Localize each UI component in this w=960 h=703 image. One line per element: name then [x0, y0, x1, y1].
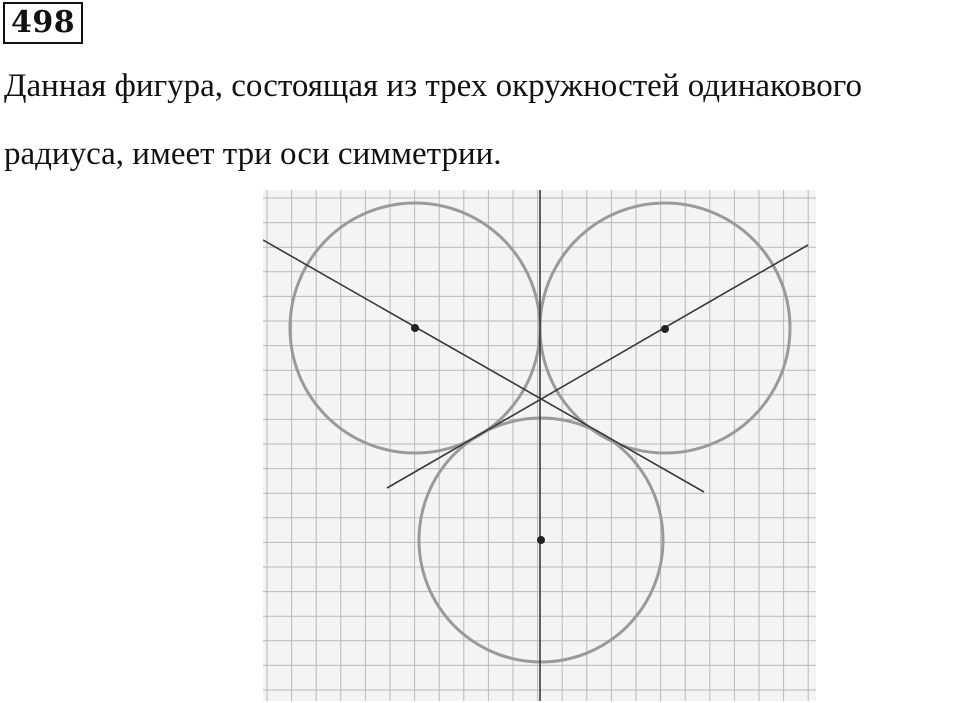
center-point-bottom — [537, 536, 545, 544]
figure-drawing — [263, 190, 816, 701]
task-number-box — [3, 2, 83, 44]
task-number: 498 — [11, 5, 76, 40]
center-point-top-right — [661, 325, 669, 333]
statement-line-2: радиуса, имеет три оси симметрии. — [4, 136, 502, 172]
center-point-top-left — [411, 324, 419, 332]
symmetry-axis-descending — [263, 240, 704, 492]
figure-graph-paper — [263, 190, 816, 701]
statement-line-1: Данная фигура, состоящая из трех окружностей одинакового — [4, 68, 862, 104]
symmetry-axis-ascending — [387, 245, 808, 488]
